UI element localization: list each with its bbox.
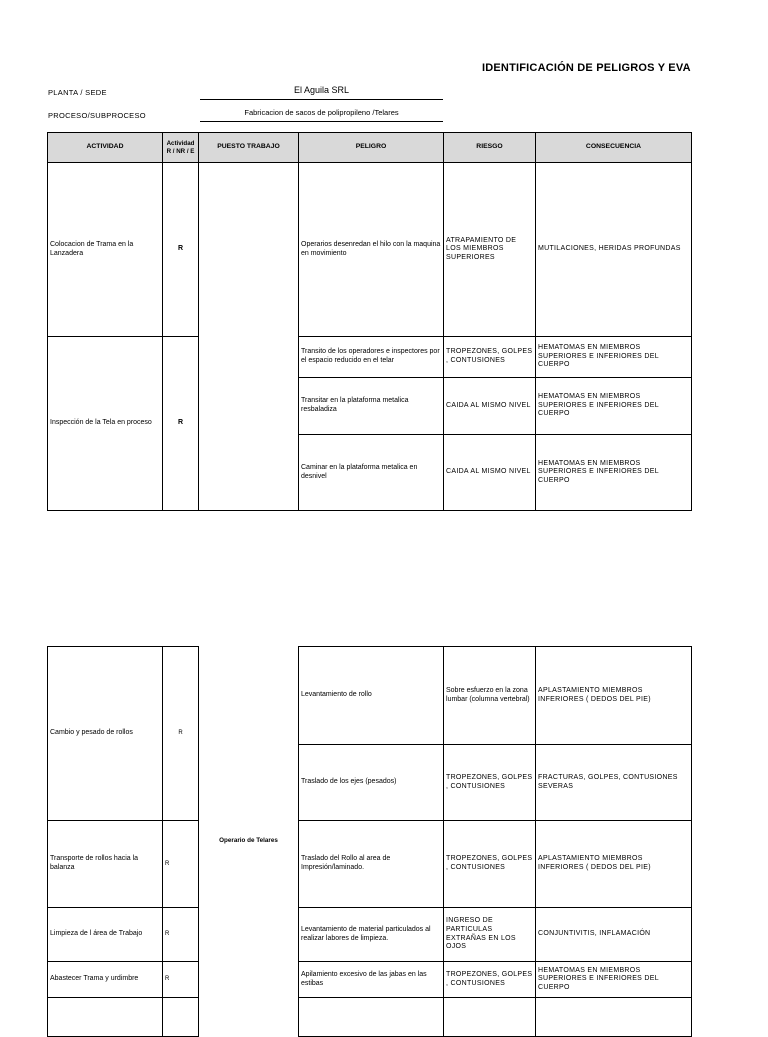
activity-cell: Limpieza de l área de Trabajo — [47, 907, 163, 962]
riesgo-cell: TROPEZONES, GOLPES , CONTUSIONES — [443, 961, 536, 998]
consecuencia-cell: HEMATOMAS EN MIEMBROS SUPERIORES E INFERIORES DEL CUERPO — [535, 377, 692, 435]
riesgo-cell: TROPEZONES, GOLPES , CONTUSIONES — [443, 820, 536, 908]
consecuencia-cell: HEMATOMAS EN MIEMBROS SUPERIORES E INFERIORES DEL CUERPO — [535, 961, 692, 998]
peligro-cell: Transitar en la plataforma metalica resbaladiza — [298, 377, 444, 435]
consecuencia-cell: CONJUNTIVITIS, INFLAMACIÓN — [535, 907, 692, 962]
riesgo-cell: ATRAPAMIENTO DE LOS MIEMBROS SUPERIORES — [443, 162, 536, 337]
riesgo-cell: CAIDA AL MISMO NIVEL — [443, 434, 536, 511]
consecuencia-cell — [535, 997, 692, 1037]
activity-type-cell: R — [162, 646, 199, 821]
peligro-cell: Operarios desenredan el hilo con la maquina en movimiento — [298, 162, 444, 337]
activity-type-cell: R — [162, 336, 199, 511]
consecuencia-cell: MUTILACIONES, HERIDAS PROFUNDAS — [535, 162, 692, 337]
proceso-value: Fabricacion de sacos de polipropileno /Telares — [200, 108, 443, 122]
activity-type-cell: R — [162, 162, 199, 337]
riesgo-cell: Sobre esfuerzo en la zona lumbar (columna vertebral) — [443, 646, 536, 745]
riesgo-cell: TROPEZONES, GOLPES , CONTUSIONES — [443, 336, 536, 378]
consecuencia-cell: APLASTAMIENTO MIEMBROS INFERIORES ( DEDOS DEL PIE) — [535, 646, 692, 745]
activity-type-cell — [162, 997, 199, 1037]
activity-cell: Abastecer Trama y urdimbre — [47, 961, 163, 998]
peligro-cell — [298, 997, 444, 1037]
activity-cell: Cambio y pesado de rollos — [47, 646, 163, 821]
planta-label: PLANTA / SEDE — [48, 88, 107, 97]
consecuencia-cell: HEMATOMAS EN MIEMBROS SUPERIORES E INFERIORES DEL CUERPO — [535, 434, 692, 511]
peligro-cell: Caminar en la plataforma metalica en desnivel — [298, 434, 444, 511]
puesto-cell — [198, 162, 299, 511]
col-header-riesgo: RIESGO — [443, 132, 536, 163]
peligro-cell: Levantamiento de material particulados al realizar labores de limpieza. — [298, 907, 444, 962]
peligro-cell: Transito de los operadores e inspectores por el espacio reducido en el telar — [298, 336, 444, 378]
col-header-puesto: PUESTO TRABAJO — [198, 132, 299, 163]
activity-cell: Colocacion de Trama en la Lanzadera — [47, 162, 163, 337]
peligro-cell: Levantamiento de rollo — [298, 646, 444, 745]
riesgo-cell: INGRESO DE PARTICULAS EXTRAÑAS EN LOS OJOS — [443, 907, 536, 962]
col-header-peligro: PELIGRO — [298, 132, 444, 163]
proceso-label: PROCESO/SUBPROCESO — [48, 111, 146, 120]
col-header-actividad: ACTIVIDAD — [47, 132, 163, 163]
planta-value: El Aguila SRL — [200, 85, 443, 100]
activity-type-cell: R — [162, 961, 199, 998]
col-header-consecuencia: CONSECUENCIA — [535, 132, 692, 163]
activity-cell: Transporte de rollos hacia la balanza — [47, 820, 163, 908]
consecuencia-cell: APLASTAMIENTO MIEMBROS INFERIORES ( DEDOS DEL PIE) — [535, 820, 692, 908]
activity-cell — [47, 997, 163, 1037]
peligro-cell: Traslado de los ejes (pesados) — [298, 744, 444, 821]
riesgo-cell: TROPEZONES, GOLPES , CONTUSIONES — [443, 744, 536, 821]
peligro-cell: Apilamiento excesivo de las jabas en las estibas — [298, 961, 444, 998]
activity-type-cell: R — [162, 907, 199, 962]
activity-cell: Inspección de la Tela en proceso — [47, 336, 163, 511]
peligro-cell: Traslado del Rollo al area de Impresión/laminado. — [298, 820, 444, 908]
activity-type-cell: R — [162, 820, 199, 908]
col-header-tipo: Actividad R / NR / E — [162, 132, 199, 163]
riesgo-cell — [443, 997, 536, 1037]
riesgo-cell: CAIDA AL MISMO NIVEL — [443, 377, 536, 435]
consecuencia-cell: FRACTURAS, GOLPES, CONTUSIONES SEVERAS — [535, 744, 692, 821]
document-title: IDENTIFICACIÓN DE PELIGROS Y EVA — [482, 62, 691, 74]
puesto-cell: Operario de Telares — [219, 837, 278, 845]
consecuencia-cell: HEMATOMAS EN MIEMBROS SUPERIORES E INFERIORES DEL CUERPO — [535, 336, 692, 378]
